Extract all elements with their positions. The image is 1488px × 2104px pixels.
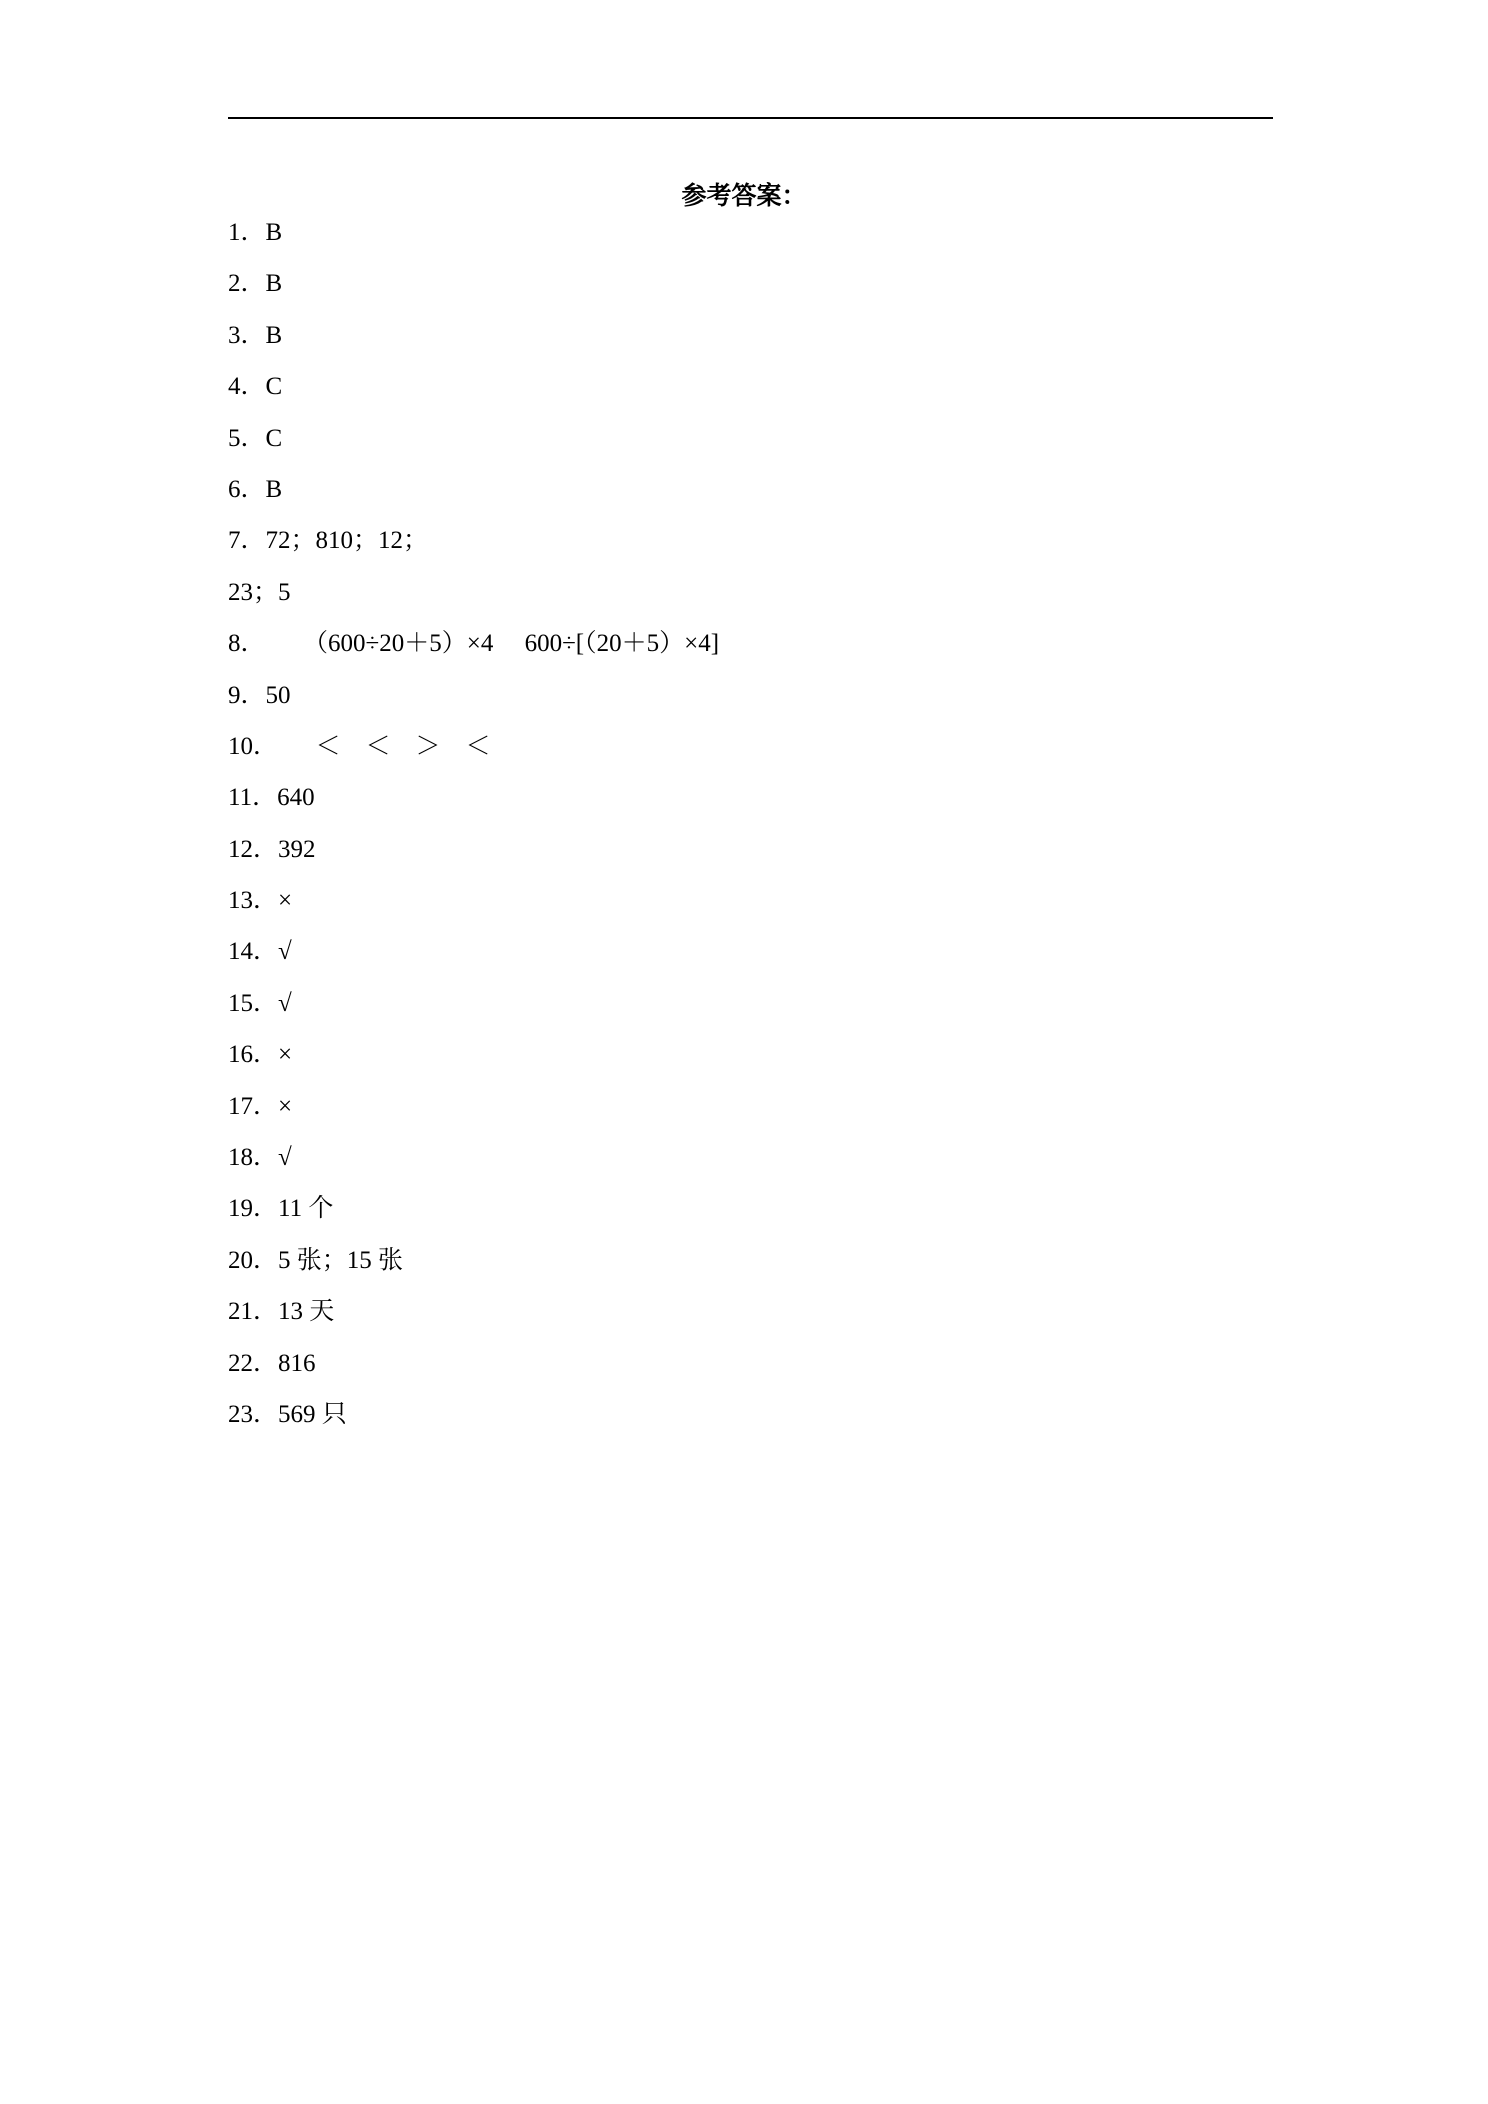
answer-number: 3． — [228, 321, 266, 349]
answer-item — [228, 1398, 1273, 1449]
answer-number: 10． — [228, 732, 279, 760]
answer-text: B — [265, 475, 283, 503]
answer-number: 11． — [228, 784, 278, 812]
answer-text: √ — [278, 938, 292, 966]
answer-number: 4． — [228, 373, 266, 401]
answer-number: 16． — [228, 1041, 279, 1069]
answer-item — [228, 730, 1273, 781]
answer-text: C — [265, 424, 283, 452]
answer-number: 9． — [228, 681, 266, 709]
answer-text: 72；810；12； — [265, 527, 429, 555]
answer-text: √ — [278, 1144, 292, 1172]
answer-item — [228, 216, 1273, 267]
answer-number: 20． — [228, 1246, 279, 1274]
answer-number: 13． — [228, 887, 279, 915]
answer-item — [228, 1192, 1273, 1243]
answer-item — [228, 319, 1273, 370]
answer-text: 13 天 — [278, 1298, 335, 1326]
answer-text: 11 个 — [278, 1195, 334, 1223]
answer-number: 2． — [228, 270, 266, 298]
answer-item — [228, 1244, 1273, 1295]
answer-text: 5 张；15 张 — [278, 1246, 404, 1274]
answer-number: 12． — [228, 835, 279, 863]
answer-text: 50 — [265, 681, 291, 709]
page-title: 参考答案： — [681, 183, 807, 210]
answer-text: × — [278, 887, 293, 915]
answer-text: B — [265, 270, 283, 298]
answer-item — [228, 1038, 1273, 1089]
answer-item — [228, 1141, 1273, 1192]
answer-item — [228, 1295, 1273, 1346]
answer-text: C — [265, 373, 283, 401]
answer-number: 17． — [228, 1092, 279, 1120]
answer-item — [228, 781, 1273, 832]
answer-text: 392 — [278, 835, 316, 863]
answer-item — [228, 267, 1273, 318]
answer-number: 22． — [228, 1349, 279, 1377]
answer-number: 21． — [228, 1298, 279, 1326]
answer-list — [228, 216, 1273, 1449]
answer-text: × — [278, 1041, 293, 1069]
answer-text: 569 只 — [278, 1400, 347, 1428]
answer-text: 23；5 — [228, 578, 291, 606]
answer-text: √ — [278, 989, 292, 1017]
answer-item-continuation — [228, 576, 1273, 627]
answer-text: 640 — [277, 784, 315, 812]
answer-number: 18． — [228, 1144, 279, 1172]
answer-number: 1． — [228, 219, 266, 246]
answer-text: （600÷20＋5）×4 600÷[（20＋5）×4] — [265, 630, 720, 658]
answer-item — [228, 524, 1273, 575]
answer-text: B — [265, 321, 283, 349]
answer-item — [228, 1347, 1273, 1398]
answer-item — [228, 422, 1273, 473]
answer-item — [228, 935, 1273, 986]
answer-item — [228, 1090, 1273, 1141]
answer-number: 6． — [228, 475, 266, 503]
answer-item — [228, 884, 1273, 935]
answer-number: 23． — [228, 1400, 279, 1428]
answer-number: 7． — [228, 527, 266, 555]
answer-item — [228, 987, 1273, 1038]
header-rule — [228, 117, 1273, 119]
answer-text: B — [265, 219, 283, 246]
answer-item — [228, 473, 1273, 524]
answer-item — [228, 833, 1273, 884]
answer-number: 15． — [228, 989, 279, 1017]
answer-number: 14． — [228, 938, 279, 966]
answer-item — [228, 370, 1273, 421]
answer-number: 5． — [228, 424, 266, 452]
answer-text: ＜ ＜ ＞ ＜ — [278, 732, 491, 760]
answer-text: 816 — [278, 1349, 316, 1377]
answer-text: × — [278, 1092, 293, 1120]
answer-number: 8． — [228, 630, 266, 658]
answer-number: 19． — [228, 1195, 279, 1223]
answer-item — [228, 679, 1273, 730]
answer-item — [228, 627, 1273, 678]
